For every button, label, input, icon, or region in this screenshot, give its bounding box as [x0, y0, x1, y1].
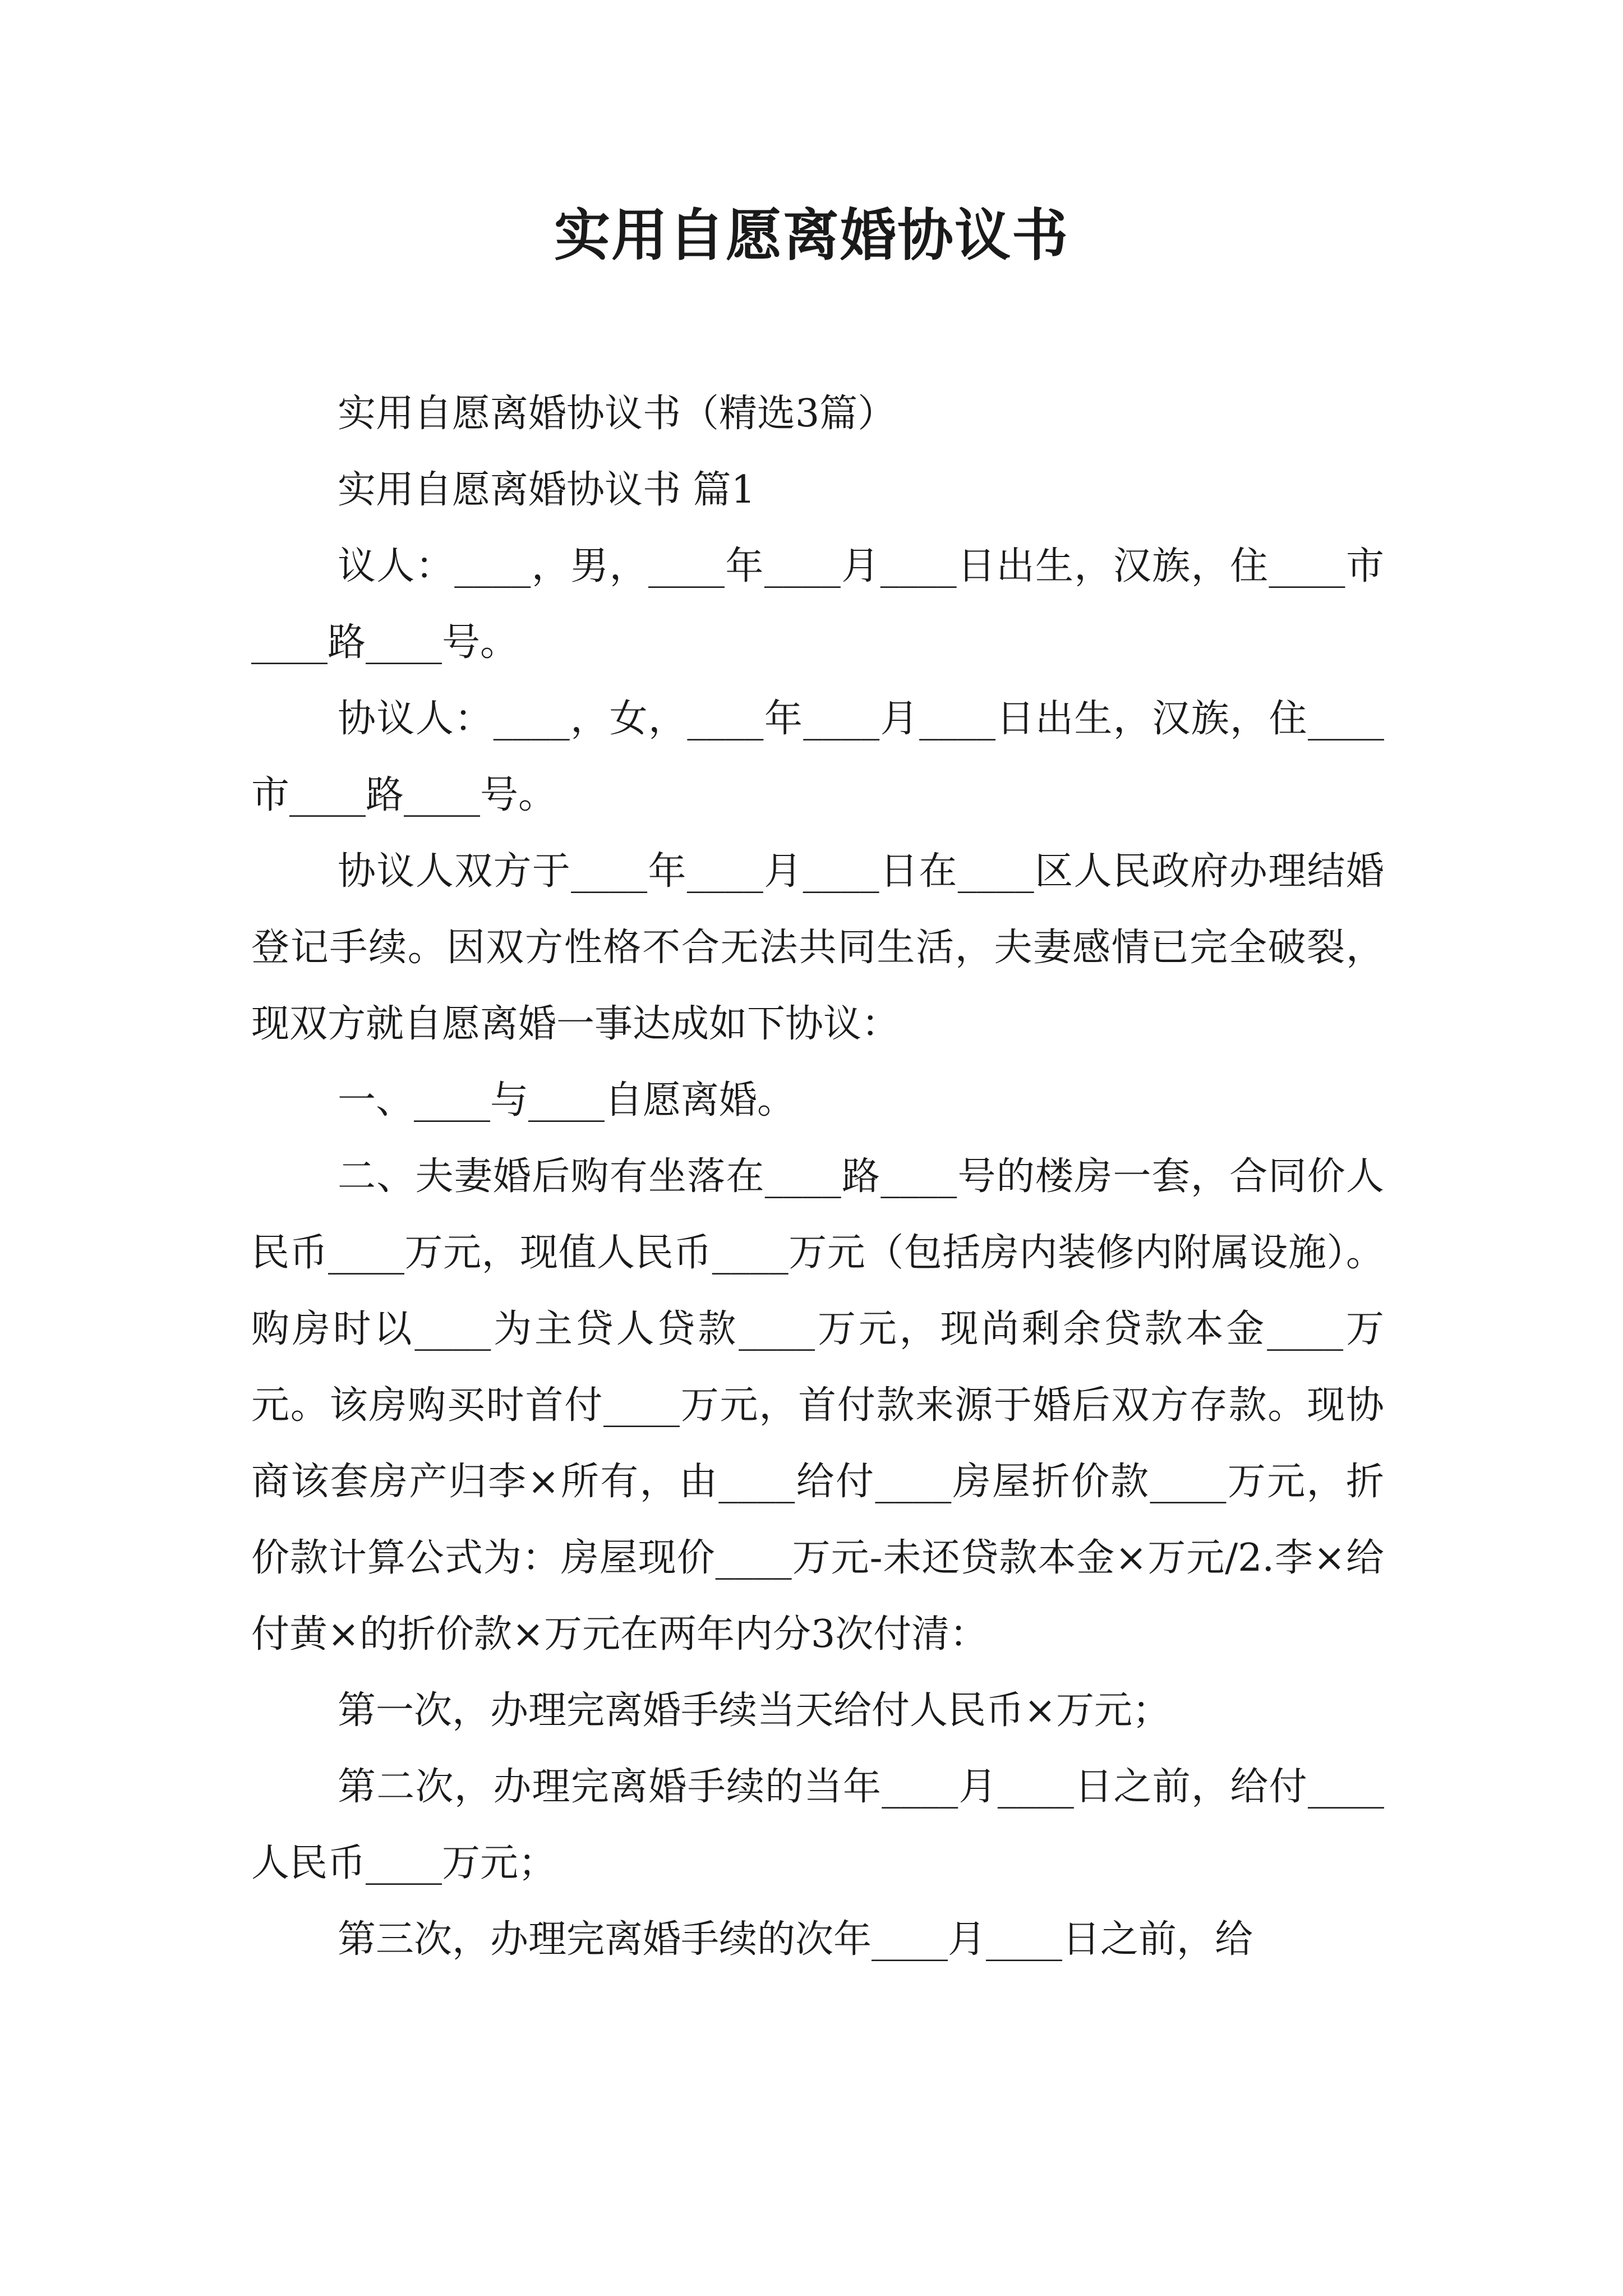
- paragraph-clause-1: 一、____与____自愿离婚。: [338, 1078, 796, 1122]
- document-title: 实用自愿离婚协议书: [554, 203, 1069, 268]
- document-body: [251, 376, 1384, 1978]
- paragraph-subtitle: 实用自愿离婚协议书（精选3篇）: [338, 392, 896, 436]
- paragraph-payment-3: 第三次，办理完离婚手续的次年____月____日之前，给: [338, 1917, 1253, 1962]
- paragraph-party-male: 议人：____，男，____年____月____日出生，汉族，住____市____路____号。: [251, 544, 1384, 665]
- paragraph-marriage-registration: 协议人双方于____年____月____日在____区人民政府办理结婚登记手续。因双方性格不合无法共同生活，夫妻感情已完全破裂，现双方就自愿离婚一事达成如下协议：: [251, 849, 1384, 1046]
- paragraph-section-heading: 实用自愿离婚协议书 篇1: [338, 468, 755, 512]
- paragraph-party-female: 协议人：____，女，____年____月____日出生，汉族，住____市____路____号。: [251, 697, 1384, 817]
- paragraph-payment-1: 第一次，办理完离婚手续当天给付人民币×万元；: [338, 1688, 1170, 1733]
- paragraph-clause-2: 二、夫妻婚后购有坐落在____路____号的楼房一套，合同价人民币____万元，现值人民币____万元（包括房内装修内附属设施）。购房时以____为主贷人贷款____万元，现尚剩余贷款本金____万元。该房购买时首付____万元，首付款来源于婚后双方存款。现协商该套房产归李×所有，由____给付____房屋折价款____万元，折价款计算公式为：房屋现价____万元-未还贷款本金×万元/2.李×给付黄×的折价款×万元在两年内分3次付清：: [251, 1154, 1384, 1657]
- paragraph-payment-2: 第二次，办理完离婚手续的当年____月____日之前，给付____人民币____万元；: [251, 1765, 1384, 1885]
